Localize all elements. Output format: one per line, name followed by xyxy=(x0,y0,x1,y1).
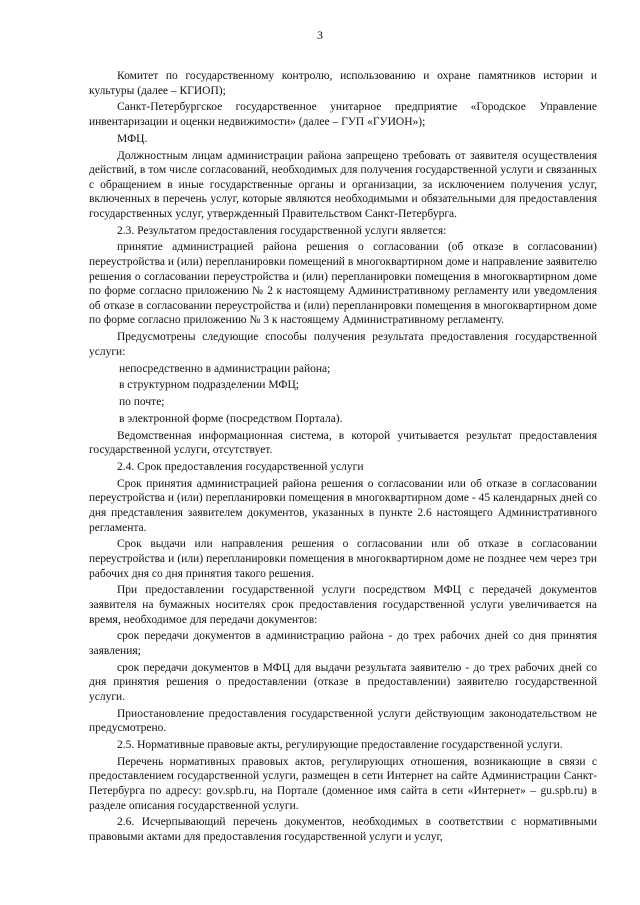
paragraph-result-methods: Предусмотрены следующие способы получения результата предоставления государственной услуги: xyxy=(89,331,597,358)
paragraph-decision: принятие администрацией района решения о согласовании (об отказе в согласовании) переустройства и (или) перепланировки помещений в многоквартирном доме и направление заявителю решения о согласовании переустройства и (или) перепланировки помещения в многоквартирном доме по форме согласно приложению № 2 к настоящему Административному регламенту или уведомления об отказе в согласовании переустройства и (или) перепланировки помещения в многоквартирном доме по форме согласно приложению № 3 к настоящему Административному регламенту. xyxy=(89,241,598,327)
list-item-mfc-unit: в структурном подразделении МФЦ; xyxy=(119,379,299,392)
paragraph-legal-acts-list: Перечень нормативных правовых актов, регулирующих отношения, возникающие в связи с предоставлением государственной услуги, размещен в сети Интернет на сайте Администрации Санкт-Петербурга по адресу: gov.spb.ru, на Портале (доменное имя сайта в сети «Интернет» – gu.spb.ru) в разделе описания государственной услуги. xyxy=(89,755,597,812)
paragraph-transfer-to-administration: срок передачи документов в администрацию района - до трех рабочих дней со дня принятия заявления; xyxy=(89,630,597,657)
page-number: 3 xyxy=(317,28,323,42)
paragraph-decision-term: Срок принятия администрацией района решения о согласовании или об отказе в согласовании переустройства и (или) перепланировки помещения в многоквартирном доме - 45 календарных дней со дня представления заявителем документов, указанных в пункте 2.6 настоящего Административного регламента. xyxy=(89,477,597,534)
paragraph-information-system: Ведомственная информационная система, в которой учитывается результат предоставления государственной услуги, отсутствует. xyxy=(89,429,597,457)
heading-2-6-documents: 2.6. Исчерпывающий перечень документов, необходимых в соответствии с нормативными правовыми актами для предоставления государственной услуги и услуг, xyxy=(89,816,597,844)
paragraph-prohibition: Должностным лицам администрации района запрещено требовать от заявителя осуществления действий, в том числе согласований, необходимых для получения государственной услуги и связанных с обращением в иные государственные органы и организации, за исключением получения услуг, включенных в перечень услуг, которые являются необходимыми и обязательными для предоставления государственных услуг, утвержденный Правительством Санкт-Петербурга. xyxy=(89,149,597,220)
paragraph-guion: Санкт-Петербургское государственное унитарное предприятие «Городское Управление инвентаризации и оценки недвижимости» (далее – ГУП «ГУИОН»); xyxy=(89,101,597,128)
paragraph-suspension: Приостановление предоставления государственной услуги действующим законодательством не предусмотрено. xyxy=(89,707,597,735)
paragraph-mfc-term: При предоставлении государственной услуги посредством МФЦ с передачей документов заявителя на бумажных носителях срок предоставления государственной услуги увеличивается на время, необходимое для передачи документов: xyxy=(89,584,597,626)
list-item-post: по почте; xyxy=(119,396,165,409)
heading-2-5-legal-acts: 2.5. Нормативные правовые акты, регулирующие предоставление государственной услуги. xyxy=(117,739,563,752)
paragraph-kgiop: Комитет по государственному контролю, использованию и охране памятников истории и культуры (далее – КГИОП); xyxy=(89,70,597,97)
paragraph-transfer-to-mfc: срок передачи документов в МФЦ для выдачи результата заявителю - до трех рабочих дней со дня принятия решения о предоставлении (отказе в предоставлении) заявителю государственной услуги. xyxy=(89,661,597,703)
heading-2-4-term: 2.4. Срок предоставления государственной услуги xyxy=(117,461,364,474)
paragraph-issue-term: Срок выдачи или направления решения о согласовании или об отказе в согласовании переустройства и (или) перепланировки помещения в многоквартирном доме не позднее чем через три рабочих дня со дня принятия такого решения. xyxy=(89,538,597,580)
list-item-administration: непосредственно в администрации района; xyxy=(119,362,331,375)
list-item-portal: в электронной форме (посредством Портала). xyxy=(119,412,343,425)
heading-2-3-result: 2.3. Результатом предоставления государственной услуги является: xyxy=(117,224,447,237)
paragraph-mfc: МФЦ. xyxy=(117,132,148,145)
body-text xyxy=(89,69,597,845)
